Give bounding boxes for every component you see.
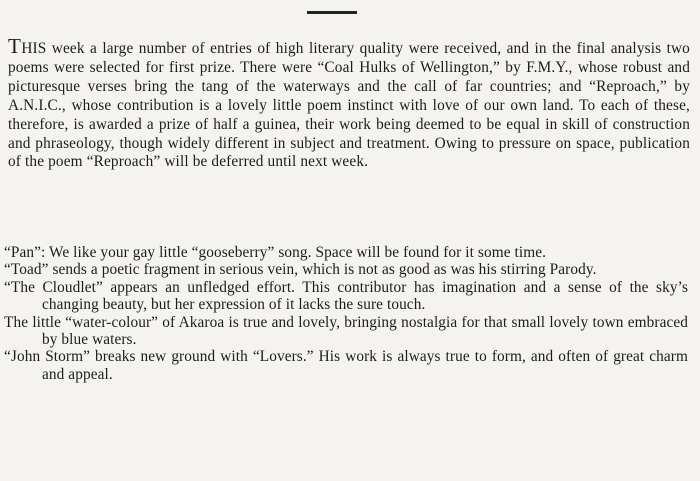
- note-akaroa: The little “water-colour” of Akaroa is true and lovely, bringing nostalgia for that small lovely town embraced by blue waters.: [4, 313, 688, 349]
- drop-cap: T: [8, 34, 22, 58]
- announcement-text: HIS week a large number of entries of high literary quality were received, and in the final analysis two poems were selected for first prize. There were “Coal Hulks of Wellington,” by F.M.Y., whose robust and picturesque verses bring the tang of the waterways and the call of far countries; and “Reproach,” by A.N.I.C., whose contribution is a lovely little poem instinct with love of our own land. To each of these, therefore, is awarded a prize of half a guinea, their work being deemed to be equal in skill of construction and phraseology, though widely different in subject and treatment. Owing to pressure on space, publication of the poem “Reproach” will be deferred until next week.: [8, 40, 690, 171]
- contributor-notes: [4, 244, 688, 383]
- announcement-paragraph: [8, 34, 690, 172]
- note-the-cloudlet: “The Cloudlet” appears an unfledged effort. This contributor has imagination and a sense of the sky’s changing beauty, but her expression of it lacks the sure touch.: [4, 278, 688, 314]
- section-divider-rule: [307, 11, 357, 14]
- note-john-storm: “John Storm” breaks new ground with “Lovers.” His work is always true to form, and often of great charm and appeal.: [4, 348, 688, 383]
- note-toad: “Toad” sends a poetic fragment in serious vein, which is not as good as was his stirring Parody.: [4, 261, 597, 279]
- note-pan: “Pan”: We like your gay little “gooseberry” song. Space will be found for it some time.: [4, 244, 547, 261]
